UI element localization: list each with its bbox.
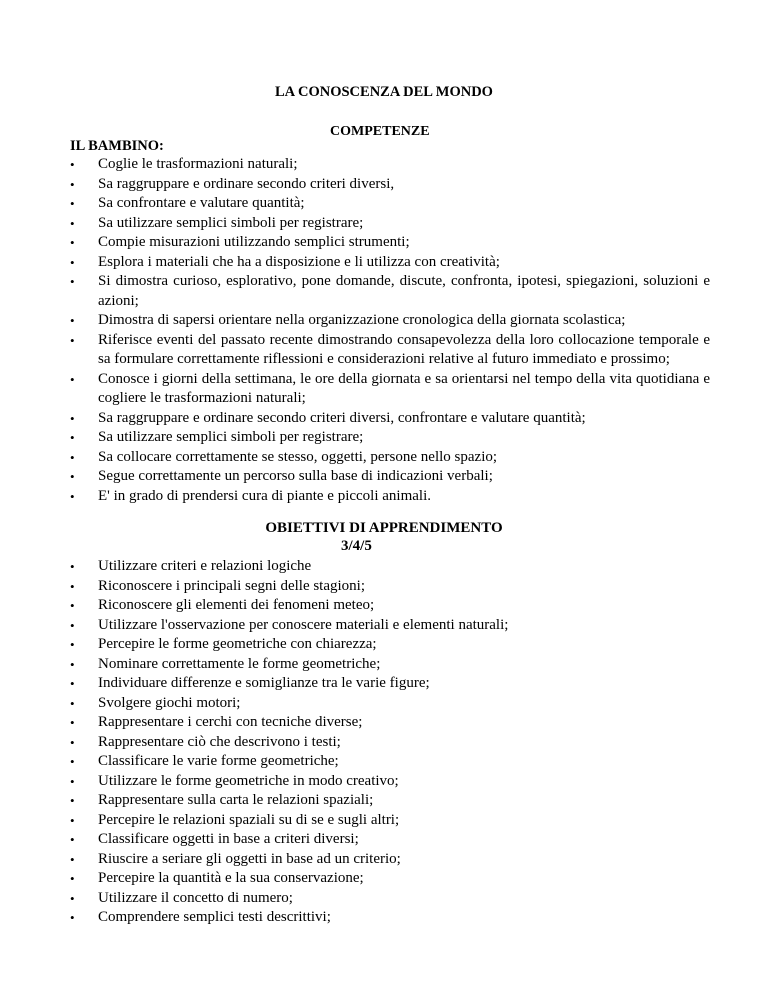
obiettivi-item-text: Nominare correttamente le forme geometriche; [98,655,381,672]
bullet-icon: • [70,773,75,789]
obiettivi-item-text: Rappresentare ciò che descrivono i testi; [98,733,341,750]
competenze-item [70,253,710,273]
obiettivi-heading: OBIETTIVI DI APPRENDIMENTO [265,520,503,536]
bullet-icon: • [70,851,75,867]
obiettivi-item [70,869,710,889]
bullet-icon: • [70,371,75,387]
obiettivi-item [70,811,710,831]
bullet-icon: • [70,274,75,289]
obiettivi-item [70,577,710,597]
obiettivi-item-text: Svolgere giochi motori; [98,694,241,711]
competenze-item-text: Conosce i giorni della settimana, le ore della giornata e sa orientarsi nel tempo della vita quotidiana e cogliere le trasformazioni naturali; [98,370,710,406]
competenze-item [70,487,710,507]
bullet-icon: • [70,196,75,211]
competenze-item [70,370,710,409]
competenze-item [70,175,710,195]
bullet-icon: • [70,430,75,445]
bullet-icon: • [70,656,75,672]
competenze-item [70,467,710,487]
obiettivi-item [70,674,710,694]
bullet-icon: • [70,578,75,594]
competenze-item-text: Sa utilizzare semplici simboli per registrare; [98,214,364,231]
bullet-icon: • [70,812,75,828]
competenze-item [70,272,710,311]
obiettivi-item-text: Utilizzare criteri e relazioni logiche [98,558,312,574]
competenze-item [70,409,710,429]
obiettivi-item [70,694,710,714]
obiettivi-item [70,850,710,870]
obiettivi-item [70,616,710,636]
obiettivi-item-text: Utilizzare il concetto di numero; [98,889,293,906]
bullet-icon: • [70,890,75,906]
obiettivi-list [70,557,710,928]
bullet-icon: • [70,598,75,613]
competenze-item [70,311,710,331]
obiettivi-item [70,791,710,811]
subject-label: IL BAMBINO: [70,138,164,154]
bullet-icon: • [70,695,75,711]
bullet-icon: • [70,313,75,328]
obiettivi-item [70,635,710,655]
bullet-icon: • [70,754,75,769]
competenze-item-text: Sa raggruppare e ordinare secondo criteri diversi, confrontare e valutare quantità; [98,409,586,426]
bullet-icon: • [70,793,75,808]
competenze-item [70,448,710,468]
obiettivi-item [70,752,710,772]
competenze-item [70,155,710,175]
bullet-icon: • [70,235,75,250]
obiettivi-item-text: Comprendere semplici testi descrittivi; [98,909,331,925]
document-title: LA CONOSCENZA DEL MONDO [275,84,493,100]
competenze-item-text: Segue correttamente un percorso sulla base di indicazioni verbali; [98,468,493,484]
bullet-icon: • [70,254,75,270]
competenze-item-text: Dimostra di sapersi orientare nella organizzazione cronologica della giornata scolastica; [98,312,626,328]
bullet-icon: • [70,832,75,847]
competenze-item-text: Esplora i materiali che ha a disposizione e li utilizza con creatività; [98,253,500,270]
obiettivi-item-text: Riconoscere i principali segni delle stagioni; [98,577,366,594]
bullet-icon: • [70,449,75,465]
competenze-item [70,214,710,234]
obiettivi-item-text: Percepire le forme geometriche con chiarezza; [98,636,377,652]
obiettivi-item-text: Utilizzare le forme geometriche in modo creativo; [98,772,399,789]
bullet-icon: • [70,410,75,426]
bullet-icon: • [70,910,75,925]
obiettivi-item [70,713,710,733]
obiettivi-item-text: Classificare oggetti in base a criteri diversi; [98,831,359,847]
competenze-item-text: Compie misurazioni utilizzando semplici strumenti; [98,234,410,250]
obiettivi-item [70,830,710,850]
bullet-icon: • [70,488,75,504]
bullet-icon: • [70,332,75,348]
age-range-heading: 3/4/5 [341,538,372,554]
competenze-heading: COMPETENZE [330,124,430,139]
competenze-item [70,428,710,448]
competenze-item-text: Sa raggruppare e ordinare secondo criteri diversi, [98,175,395,192]
competenze-item-text: Riferisce eventi del passato recente dimostrando consapevolezza della loro collocazione temporale e sa formulare correttamente riflessioni e considerazioni relative al futuro immediato e prossimo; [98,331,710,367]
bullet-icon: • [70,157,75,172]
competenze-item-text: E' in grado di prendersi cura di piante e piccoli animali. [98,487,432,504]
obiettivi-item-text: Individuare differenze e somiglianze tra le varie figure; [98,675,430,691]
obiettivi-item [70,772,710,792]
obiettivi-item-text: Rappresentare i cerchi con tecniche diverse; [98,714,363,730]
bullet-icon: • [70,176,75,192]
obiettivi-item-text: Riconoscere gli elementi dei fenomeni meteo; [98,597,375,613]
obiettivi-item-text: Rappresentare sulla carta le relazioni spaziali; [98,792,374,808]
competenze-item-text: Sa utilizzare semplici simboli per registrare; [98,429,364,445]
bullet-icon: • [70,559,75,574]
obiettivi-item-text: Percepire la quantità e la sua conservazione; [98,870,364,886]
obiettivi-item [70,733,710,753]
competenze-item-text: Si dimostra curioso, esplorativo, pone domande, discute, confronta, ipotesi, spiegazioni, soluzioni e azioni; [98,273,710,309]
bullet-icon: • [70,637,75,652]
bullet-icon: • [70,215,75,231]
bullet-icon: • [70,469,75,484]
bullet-icon: • [70,871,75,886]
obiettivi-item [70,655,710,675]
bullet-icon: • [70,676,75,691]
competenze-item [70,331,710,370]
obiettivi-item [70,557,710,577]
bullet-icon: • [70,617,75,633]
competenze-item [70,233,710,253]
obiettivi-item [70,596,710,616]
competenze-item-text: Sa collocare correttamente se stesso, oggetti, persone nello spazio; [98,448,498,465]
competenze-item-text: Coglie le trasformazioni naturali; [98,156,298,172]
obiettivi-item-text: Riuscire a seriare gli oggetti in base ad un criterio; [98,850,401,867]
bullet-icon: • [70,734,75,750]
bullet-icon: • [70,715,75,730]
competenze-item-text: Sa confrontare e valutare quantità; [98,195,305,211]
obiettivi-item-text: Percepire le relazioni spaziali su di se e sugli altri; [98,811,400,828]
obiettivi-item [70,908,710,928]
obiettivi-item-text: Utilizzare l'osservazione per conoscere materiali e elementi naturali; [98,616,509,633]
competenze-list [70,155,710,506]
obiettivi-item-text: Classificare le varie forme geometriche; [98,753,339,769]
obiettivi-item [70,889,710,909]
competenze-item [70,194,710,214]
